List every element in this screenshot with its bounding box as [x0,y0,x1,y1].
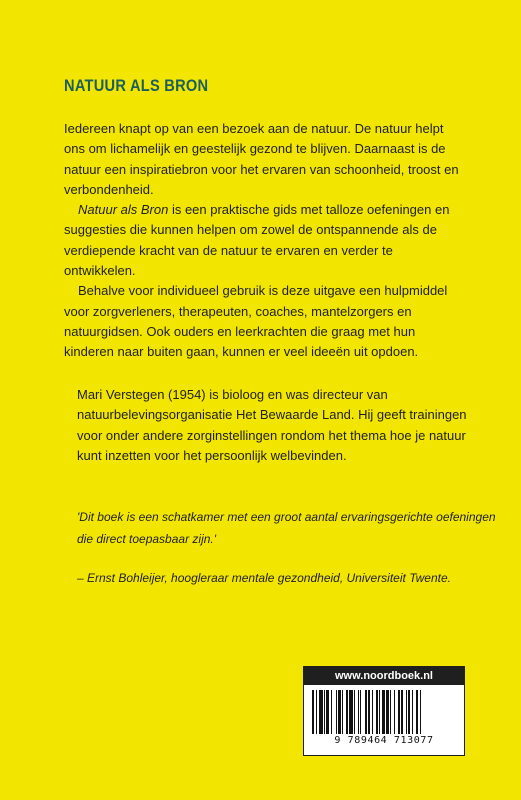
barcode-bar [412,690,413,734]
barcode-bar [316,690,317,734]
blurb-paragraph-2-text: is een praktische gids met talloze oefeningen en suggesties die kunnen helpen om zowel de ontspannende als de verdiepende kracht van de natuur te ervaren en verder te ontwikkelen. [64,202,450,279]
book-title: NATUUR ALS BRON [64,76,209,95]
barcode-bar [319,690,323,734]
barcode-bar [401,690,403,734]
barcode-bar [312,690,314,734]
quote-text: 'Dit boek is een schatkamer met een groot aantal ervaringsgerichte oefeningen die direct toepasbaar zijn.' [77,510,496,546]
barcode-bar [338,690,340,734]
blurb [64,119,464,363]
isbn-number: 9 789464 713077 [334,735,434,746]
barcode-bar [376,690,378,734]
barcode-bar [336,690,337,734]
blurb-paragraph-1: Iedereen knapt op van een bezoek aan de natuur. De natuur helpt ons om lichamelijk en geestelijk gezond te blijven. Daarnaast is de natuur een inspiratiebron voor het ervaren van schoonheid, troost en verbondenheid. [64,121,459,197]
barcode-bar [354,690,355,734]
barcode-box [303,666,465,756]
barcode-bar [406,690,407,734]
author-bio-text: Mari Verstegen (1954) is bioloog en was directeur van natuurbelevingsorganisatie Het Bewaarde Land. Hij geeft trainingen voor onder andere zorginstellingen rondom het thema hoe je natuur kunt inzetten voor het persoonlijk welbevinden. [77,387,467,463]
blurb-paragraph-3: Behalve voor individueel gebruik is deze uitgave een hulpmiddel voor zorgverleners, therapeuten, coaches, mantelzorgers en natuurgidsen. Ook ouders en leerkrachten die graag met hun kinderen naar buiten gaan, kunnen er veel ideeën uit opdoen. [64,283,448,360]
quote-attribution: – Ernst Bohleijer, hoogleraar mentale gezondheid, Universiteit Twente. [77,571,451,585]
barcode-bar [390,690,391,734]
barcode-bar [368,690,369,734]
barcode-bar [331,690,332,734]
barcode-bar [342,690,343,734]
barcode-bar [324,690,325,734]
publisher-url: www.noordboek.nl [304,667,464,685]
barcode-bar [372,690,373,734]
barcode-bar [365,690,367,734]
barcode-bar [420,690,421,734]
barcode-bar [408,690,410,734]
barcode-bar [416,690,417,734]
author-bio [77,385,477,466]
barcode-bar [379,690,380,734]
barcode-bar [382,690,386,734]
review-quote [77,506,497,589]
barcode-bar [326,690,328,734]
barcode-bar [398,690,399,734]
barcode-bar [346,690,348,734]
barcode-bar [394,690,395,734]
barcode-bar [358,690,359,734]
blurb-book-title: Natuur als Bron [78,202,169,218]
barcode-bar [349,690,353,734]
barcode-bar [360,690,361,734]
barcode-bars [312,690,456,734]
barcode-bar [386,690,388,734]
blurb-paragraph-2 [64,200,464,281]
